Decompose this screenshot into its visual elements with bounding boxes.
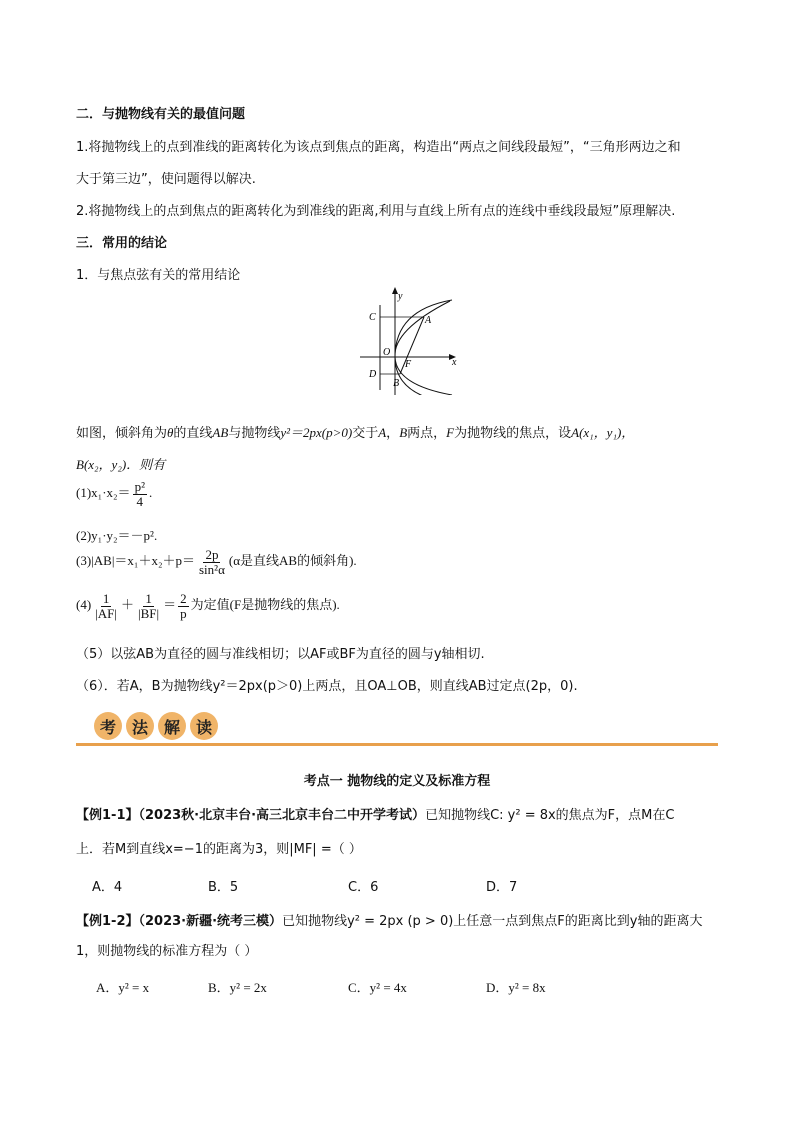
- result-1-text: (1)x₁·x₂＝: [76, 485, 131, 501]
- result-6: （6）．若A，B为抛物线y²＝2px(p＞0)上两点，且OA⊥OB，则直线AB过定点(2p，0).: [76, 679, 578, 694]
- banner-char: 解: [158, 712, 186, 740]
- banner-char: 读: [190, 712, 218, 740]
- parabola-curve: [395, 300, 452, 395]
- parabola-equation: y²＝2px(p>0): [280, 425, 353, 440]
- option-a[interactable]: A．y² = x: [96, 980, 150, 995]
- result-3-end: (α是直线AB的倾斜角).: [228, 553, 357, 569]
- example-1-2: [76, 910, 702, 929]
- point-f: F: [446, 425, 455, 440]
- option-c[interactable]: C．6: [348, 880, 379, 895]
- result-4-prefix: (4): [76, 597, 92, 613]
- section2-p1-line2: 大于第三边”，使问题得以解决.: [76, 172, 256, 187]
- example-tag: 【例1-1】: [76, 808, 139, 823]
- ab: AB: [212, 425, 229, 440]
- example-1-1: [76, 804, 674, 823]
- numerator: 1: [102, 591, 110, 606]
- example-tag: 【例1-2】: [76, 914, 139, 929]
- desc-line1: [76, 422, 634, 441]
- denominator: |AF|: [95, 605, 117, 621]
- fraction: [197, 548, 227, 576]
- fraction: [178, 592, 189, 620]
- desc-text: 两点，: [407, 426, 447, 441]
- result-5: （5）以弦AB为直径的圆与准线相切；以AF或BF为直径的圆与y轴相切.: [76, 647, 485, 662]
- equals: ＝: [163, 597, 177, 613]
- section2-title: 二．与抛物线有关的最值问题: [76, 107, 246, 122]
- option-d[interactable]: D．7: [486, 880, 518, 895]
- numerator: 2: [180, 591, 187, 606]
- section-banner: [76, 712, 718, 746]
- plus: ＋: [121, 597, 135, 613]
- option-b[interactable]: B．y² = 2x: [208, 980, 267, 995]
- fraction: [133, 480, 147, 508]
- parabola-lower: [395, 357, 452, 395]
- option-d[interactable]: D．y² = 8x: [486, 980, 546, 995]
- point-a: A: [378, 425, 387, 440]
- label-d: D: [369, 369, 377, 380]
- denominator: 4: [136, 493, 144, 509]
- denominator: sin²α: [199, 561, 225, 577]
- section3-title: 三．常用的结论: [76, 236, 168, 251]
- numerator: 2p: [205, 547, 219, 562]
- result-3-text: (3)|AB|＝x₁＋x₂＋p＝: [76, 553, 195, 569]
- label-c: C: [369, 312, 376, 323]
- result-4: [76, 592, 340, 620]
- section2-p2: 2.将抛物线上的点到焦点的距离转化为到准线的距离,利用与直线上所有点的连线中垂线段最短”原理解决.: [76, 204, 676, 219]
- label-x: x: [452, 357, 457, 368]
- label-o: O: [383, 347, 391, 358]
- example-source: （2023·新疆·统考三模）: [138, 914, 283, 929]
- section3-sub1: 1．与焦点弦有关的常用结论: [76, 268, 241, 283]
- desc-text: 交于: [352, 426, 379, 441]
- theta: θ: [167, 425, 174, 440]
- fraction: [93, 592, 119, 620]
- result-1: [76, 480, 152, 508]
- point-b: B: [399, 425, 408, 440]
- example-text: 已知抛物线C: y² = 8x的焦点为F，点M在C: [425, 808, 675, 823]
- numerator: p²: [134, 479, 145, 494]
- example-1-2-line2: 1，则抛物线的标准方程为（ ）: [76, 944, 258, 959]
- kaodian-title: 考点一 抛物线的定义及标准方程: [303, 774, 491, 789]
- result-2: (2)y₁·y₂＝－p².: [76, 528, 158, 543]
- example-source: （2023秋·北京丰台·高三北京丰台二中开学考试）: [138, 808, 426, 823]
- example-1-1-line2: 上．若M到直线x=−1的距离为3，则|MF| =（ ）: [76, 842, 362, 857]
- label-b: B: [393, 378, 400, 389]
- fraction: [136, 592, 161, 620]
- label-y: y: [398, 291, 403, 302]
- section2-p1-line1: 1.将抛物线上的点到准线的距离转化为该点到焦点的距离，构造出“两点之间线段最短”，“三角形两边之和: [76, 140, 681, 155]
- example-text: 已知抛物线y² = 2px (p > 0)上任意一点到焦点F的距离比到y轴的距离大: [282, 914, 703, 929]
- desc-text: 如图，倾斜角为: [76, 426, 168, 441]
- desc-text: 的直线: [173, 426, 213, 441]
- banner-char: 法: [126, 712, 154, 740]
- desc-line2: B(x₂，y₂)．则有: [76, 457, 166, 472]
- banner-bar: [76, 743, 718, 746]
- label-f: F: [405, 359, 412, 370]
- option-b[interactable]: B．5: [208, 880, 239, 895]
- point-a-coords: A(x₁，y₁)，: [571, 425, 635, 440]
- result-1-end: .: [148, 485, 153, 501]
- option-c[interactable]: C．y² = 4x: [348, 980, 407, 995]
- desc-text: 为抛物线的焦点，设: [454, 426, 572, 441]
- desc-text: 与抛物线: [228, 426, 281, 441]
- label-a: A: [425, 315, 432, 326]
- parabola-figure: [360, 285, 470, 395]
- denominator: p: [180, 605, 187, 621]
- option-a[interactable]: A．4: [92, 880, 123, 895]
- denominator: |BF|: [138, 605, 160, 621]
- banner-char: 考: [94, 712, 122, 740]
- desc-text: ，: [386, 426, 400, 441]
- numerator: 1: [145, 591, 152, 606]
- result-3: [76, 548, 357, 576]
- result-4-end: 为定值(F是抛物线的焦点).: [190, 597, 340, 613]
